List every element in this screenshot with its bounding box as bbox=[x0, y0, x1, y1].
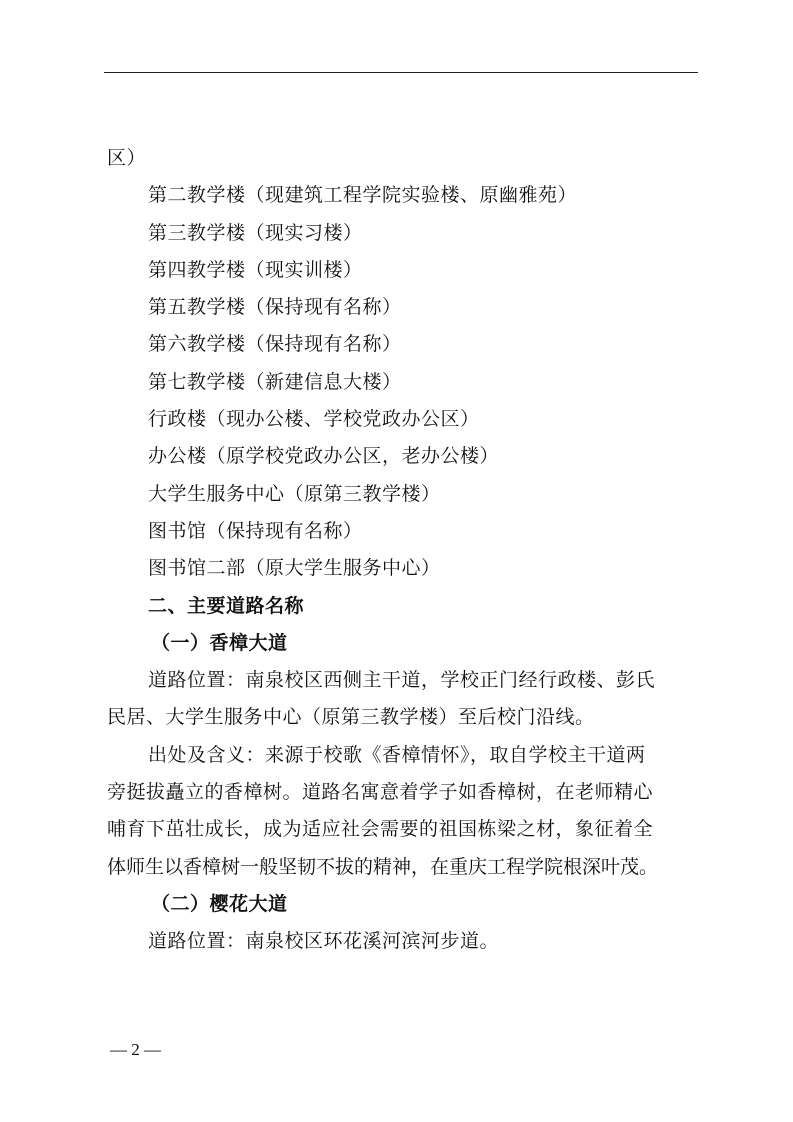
road-heading-xiangzhang: （一）香樟大道 bbox=[151, 631, 288, 654]
building-item: 行政楼（现办公楼、学校党政办公区） bbox=[148, 408, 480, 431]
building-item: 第六教学楼（保持现有名称） bbox=[148, 333, 402, 356]
header-rule bbox=[104, 72, 698, 73]
building-item: 办公楼（原学校党政办公区，老办公楼） bbox=[148, 445, 500, 468]
road-meaning-line: 出处及含义：来源于校歌《香樟情怀》，取自学校主干道两 bbox=[148, 743, 646, 766]
road-meaning-line: 哺育下茁壮成长，成为适应社会需要的祖国栋梁之材，象征着全 bbox=[107, 818, 654, 841]
road-location-line: 民居、大学生服务中心（原第三教学楼）至后校门沿线。 bbox=[107, 706, 595, 729]
road-meaning-line: 旁挺拔矗立的香樟树。道路名寓意着学子如香樟树，在老师精心 bbox=[107, 781, 654, 804]
building-item: 第七教学楼（新建信息大楼） bbox=[148, 370, 402, 393]
road-meaning-line: 体师生以香樟树一般坚韧不拔的精神，在重庆工程学院根深叶茂。 bbox=[107, 855, 659, 878]
road-location-line: 道路位置：南泉校区环花溪河滨河步道。 bbox=[148, 930, 500, 953]
road-location-line: 道路位置：南泉校区西侧主干道，学校正门经行政楼、彭氏 bbox=[148, 669, 656, 692]
section-heading: 二、主要道路名称 bbox=[148, 594, 305, 617]
building-item: 图书馆二部（原大学生服务中心） bbox=[148, 557, 441, 580]
continuation-line: 区） bbox=[107, 147, 147, 169]
building-item: 第五教学楼（保持现有名称） bbox=[148, 296, 402, 319]
building-item: 第三教学楼（现实习楼） bbox=[148, 221, 363, 244]
building-item: 第四教学楼（现实训楼） bbox=[148, 258, 363, 281]
road-heading-yinghua: （二）樱花大道 bbox=[151, 892, 288, 915]
document-body bbox=[107, 140, 707, 961]
building-item: 第二教学楼（现建筑工程学院实验楼、原幽雅苑） bbox=[148, 184, 578, 207]
building-item: 图书馆（保持现有名称） bbox=[148, 519, 363, 542]
building-item: 大学生服务中心（原第三教学楼） bbox=[148, 482, 441, 505]
page-number: — 2 — bbox=[110, 1040, 161, 1059]
